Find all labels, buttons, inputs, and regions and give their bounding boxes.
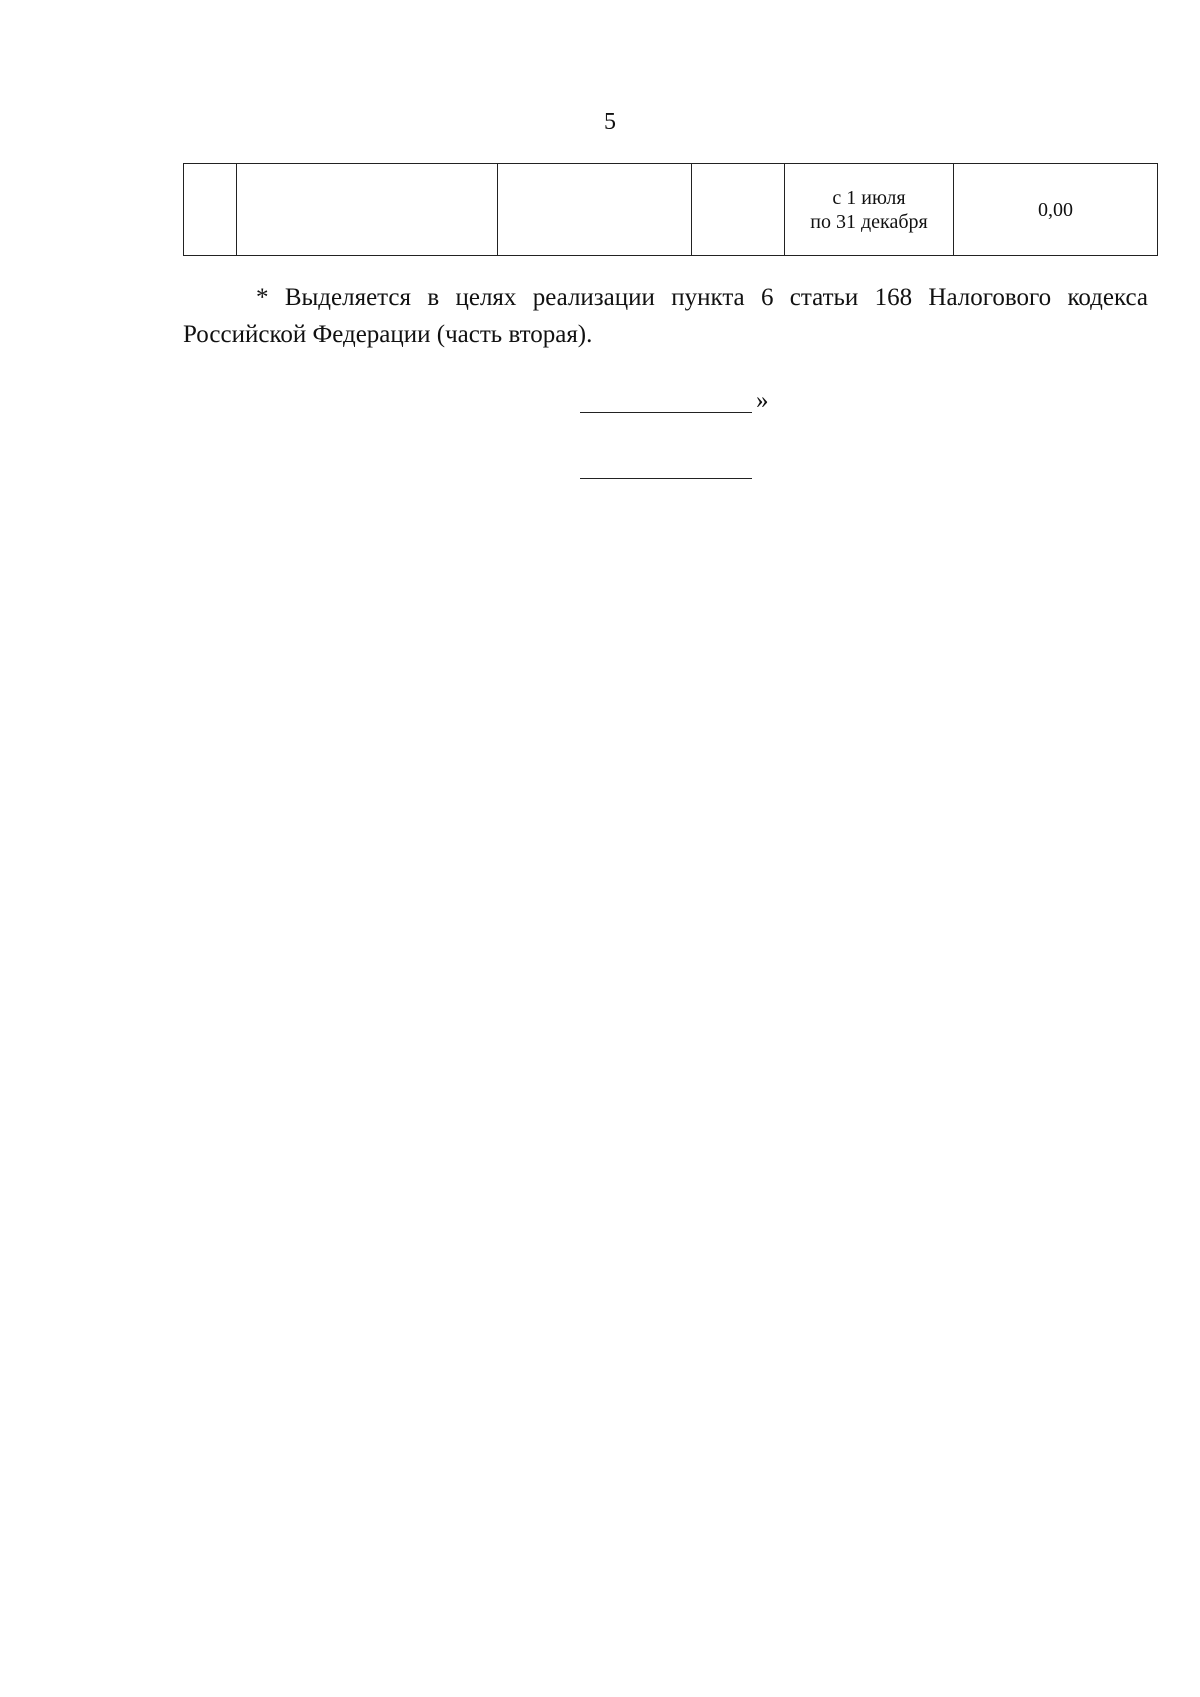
table-cell-value: 0,00 bbox=[954, 164, 1158, 256]
table-fragment bbox=[183, 163, 1158, 256]
closing-quote: » bbox=[756, 387, 769, 414]
table-cell-extra bbox=[692, 164, 785, 256]
table-cell-code bbox=[498, 164, 692, 256]
table-cell-period bbox=[785, 164, 954, 256]
closing-rule-top bbox=[580, 412, 752, 413]
period-start: с 1 июля bbox=[832, 186, 906, 209]
period-end: по 31 декабря bbox=[810, 210, 928, 233]
table-cell-name bbox=[237, 164, 498, 256]
table-row bbox=[184, 164, 1158, 256]
footnote-text: * Выделяется в целях реализации пункта 6 статьи 168 Налогового кодекса Российской Федерации (часть вторая). bbox=[183, 284, 1148, 348]
page-number: 5 bbox=[604, 109, 616, 135]
closing-rule-bottom bbox=[580, 478, 752, 479]
table-cell-number bbox=[184, 164, 237, 256]
data-table bbox=[183, 163, 1158, 256]
